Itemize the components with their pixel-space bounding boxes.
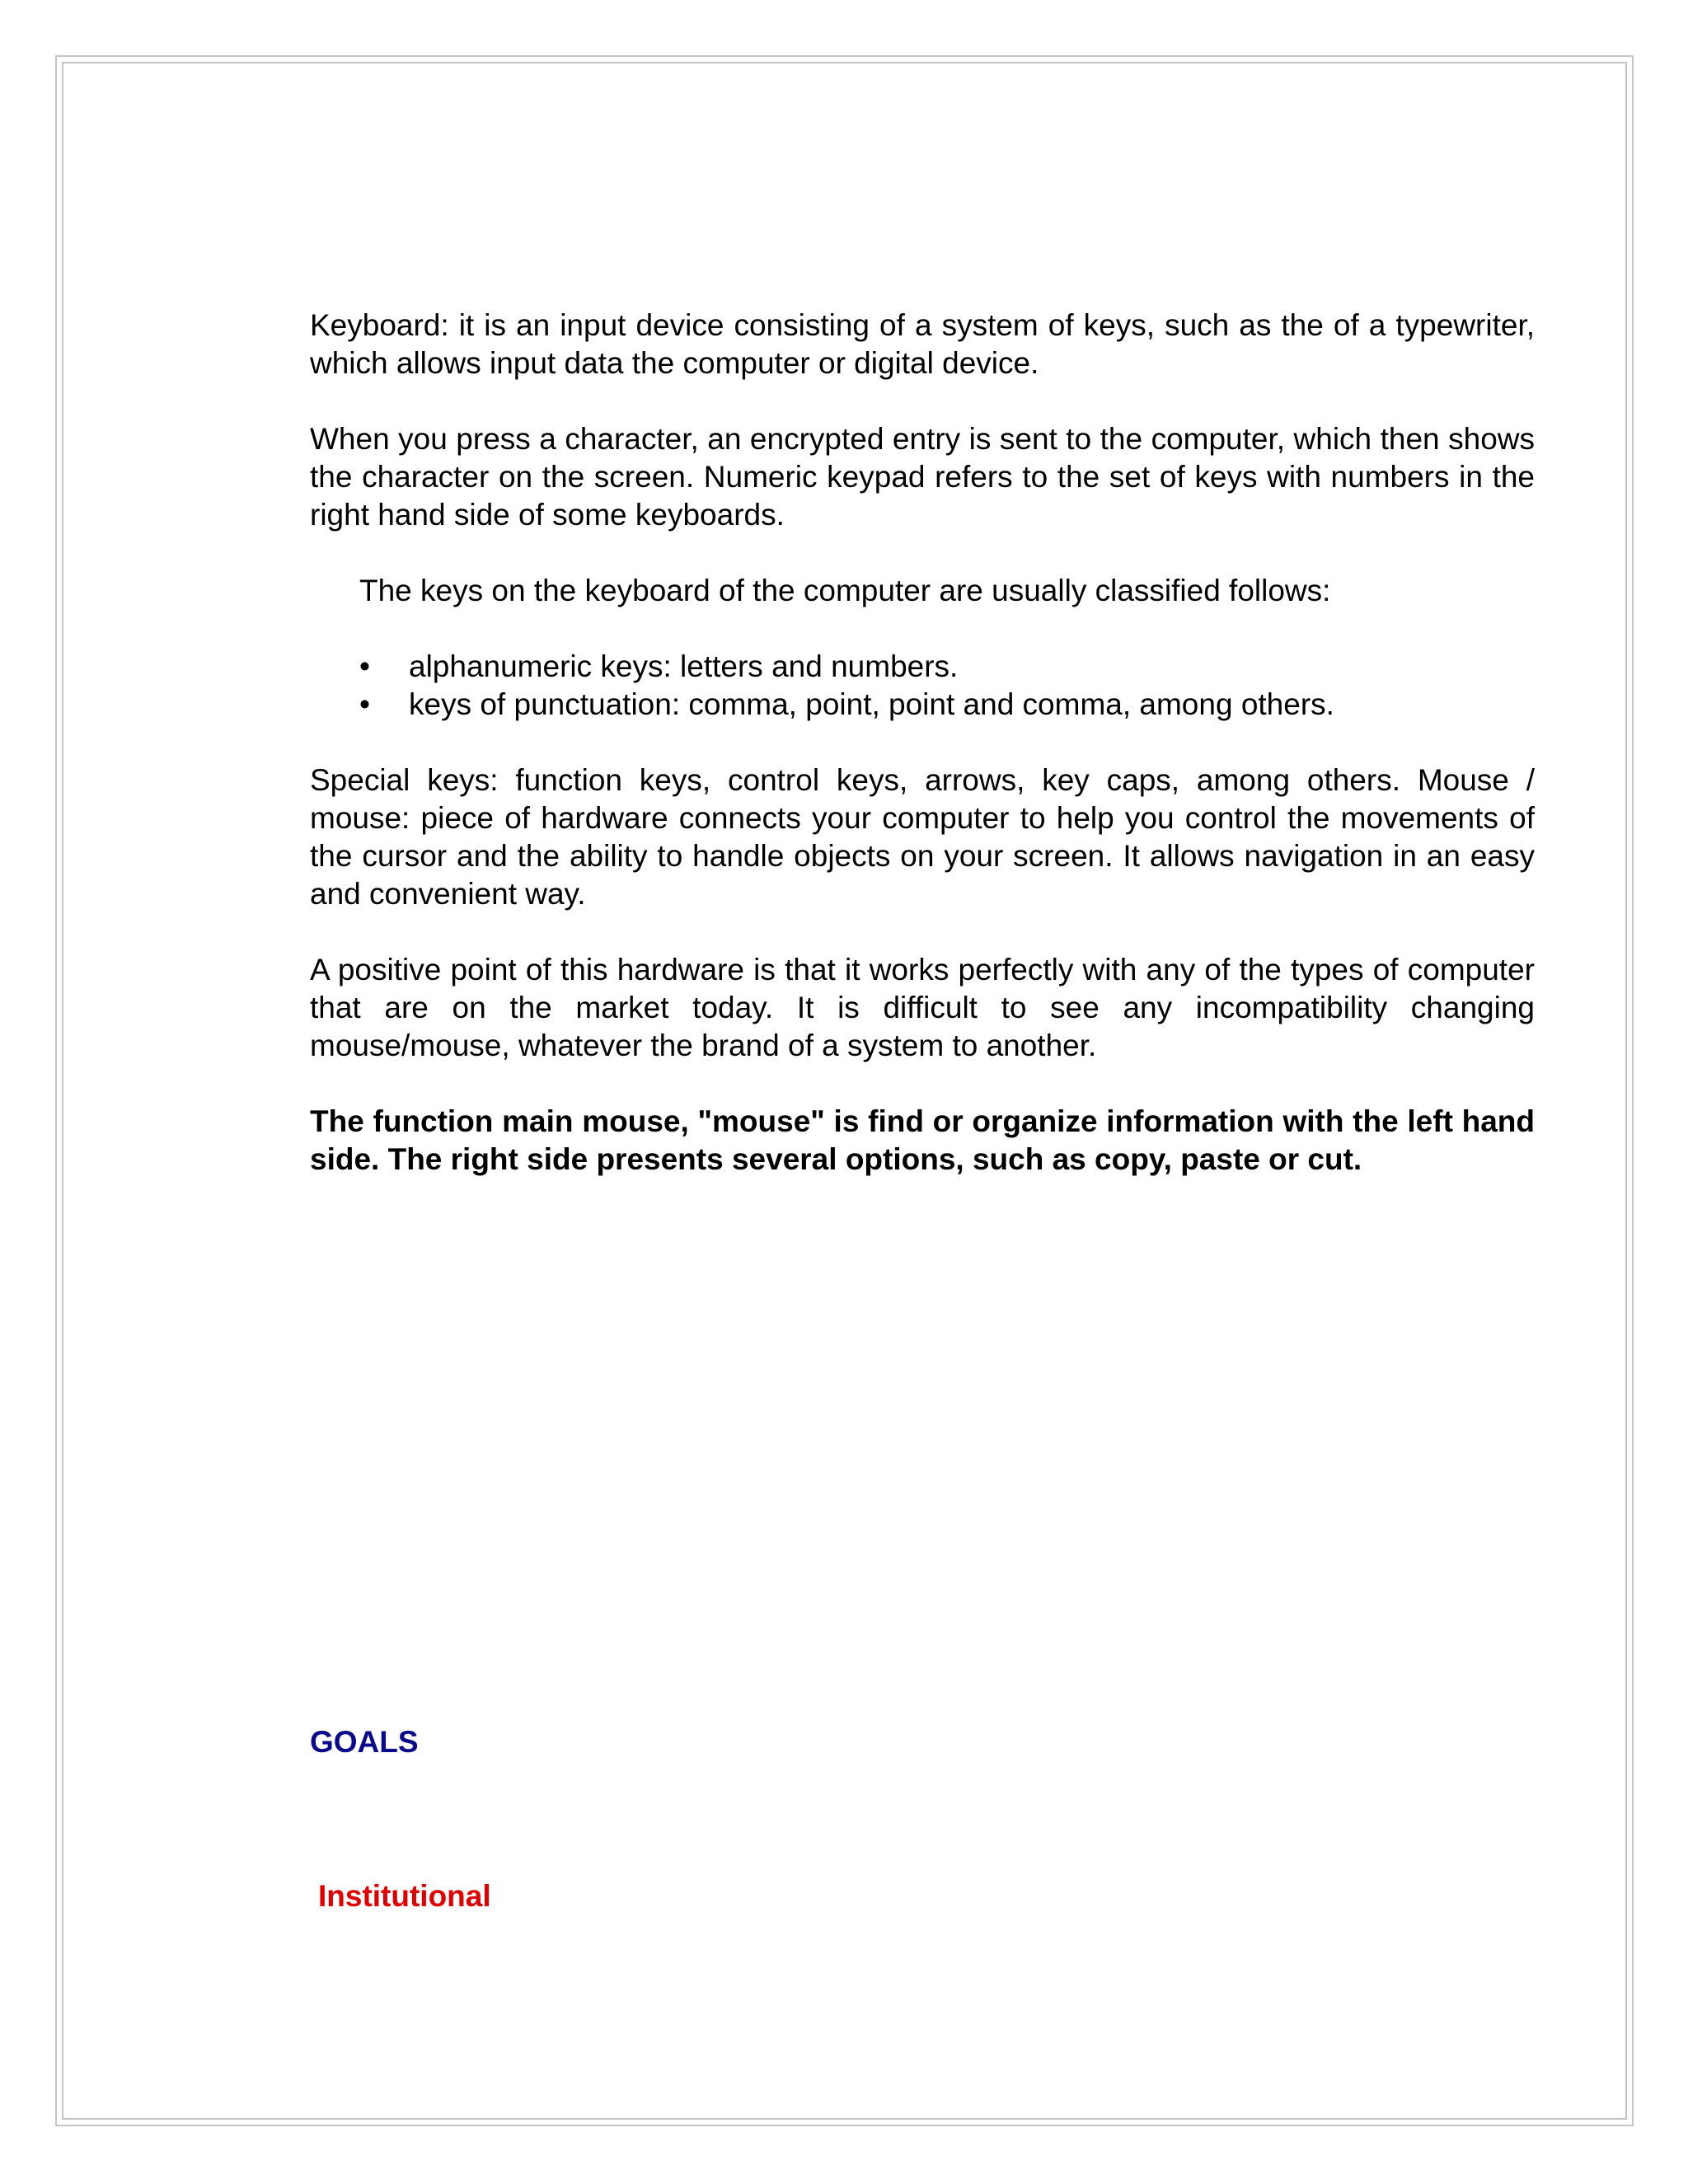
paragraph-keys-classified: The keys on the keyboard of the computer are usually classified follows: <box>359 574 1331 607</box>
list-item-text: keys of punctuation: comma, point, point and comma, among others. <box>409 687 1334 721</box>
document-body <box>310 307 1535 1216</box>
institutional-heading: Institutional <box>318 1879 491 1913</box>
goals-heading: GOALS <box>310 1725 419 1759</box>
paragraph-special-keys: Special keys: function keys, control keys, arrows, key caps, among others. Mouse / mouse: piece of hardware connects your computer to help you control the movements of the cursor and the ability to handle objects on your screen. It allows navigation in an easy and convenient way. <box>310 763 1535 911</box>
list-item-text: alphanumeric keys: letters and numbers. <box>409 649 959 683</box>
paragraph-keyboard: Keyboard: it is an input device consisting of a system of keys, such as the of a typewriter, which allows input data the computer or digital device. <box>310 308 1535 380</box>
list-item <box>310 686 1535 724</box>
bullet-icon: • <box>359 687 370 721</box>
key-types-list <box>310 648 1535 724</box>
paragraph-mouse-function: The function main mouse, "mouse" is find or organize information with the left hand side. The right side presents several options, such as copy, paste or cut. <box>310 1104 1535 1176</box>
paragraph-press-character: When you press a character, an encrypted entry is sent to the computer, which then shows the character on the screen. Numeric keypad refers to the set of keys with numbers in the right hand side of some keyboards. <box>310 422 1535 532</box>
paragraph-positive-point: A positive point of this hardware is that it works perfectly with any of the types of computer that are on the market today. It is difficult to see any incompatibility changing mouse/mouse, whatever the brand of a system to another. <box>310 953 1535 1062</box>
bullet-icon: • <box>359 649 370 683</box>
list-item <box>310 648 1535 686</box>
